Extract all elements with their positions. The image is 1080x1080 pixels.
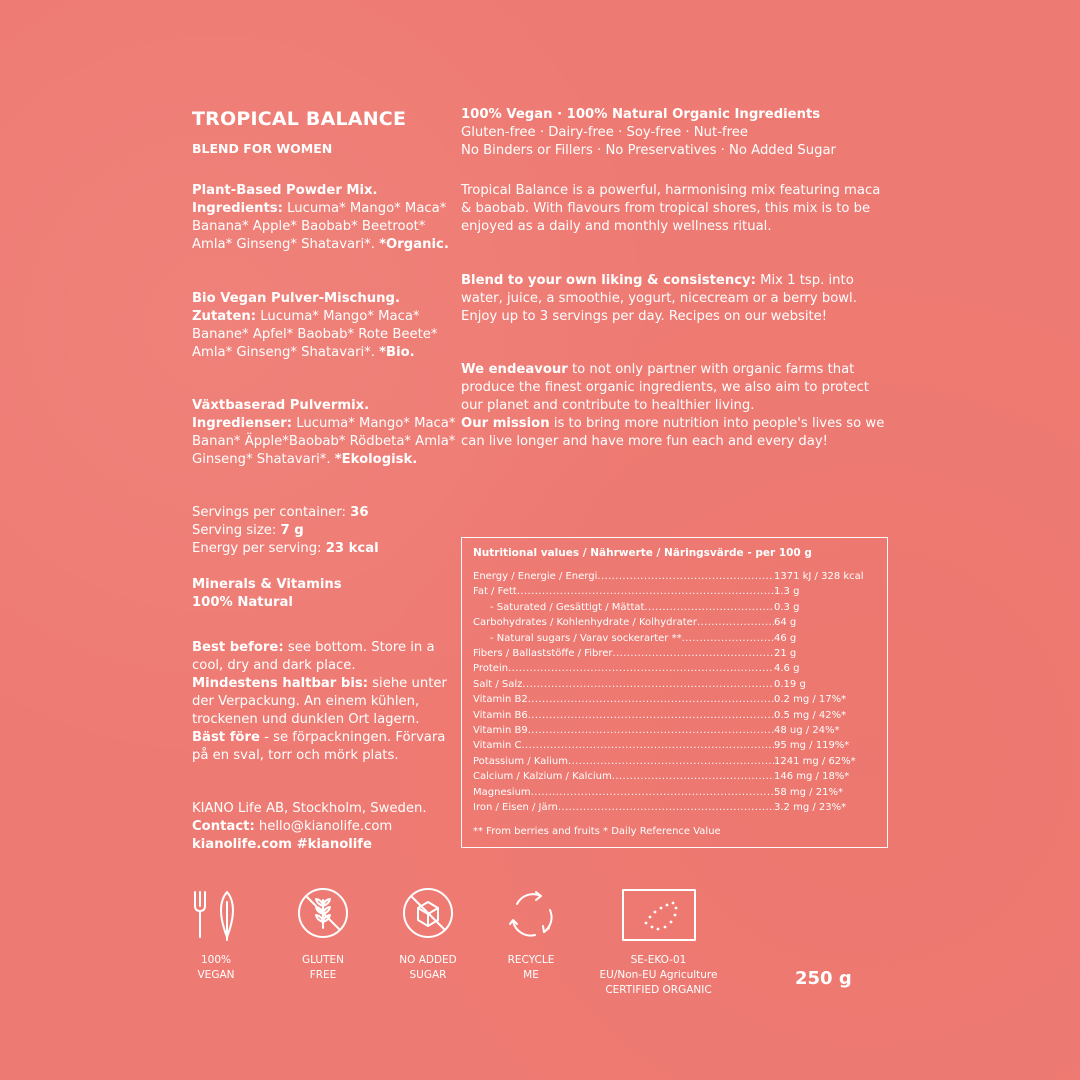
recycle-caption-line1: RECYCLE — [507, 954, 555, 966]
nutrition-row — [473, 661, 876, 676]
contact-label: Contact: — [192, 819, 255, 834]
storage-info — [192, 639, 454, 765]
endeavour-text: to not only partner with organic farms that produce the finest organic ingredients, we also aim to protect our planet and contribute to healthier living. — [461, 362, 869, 413]
usage-label: Blend to your own liking & consistency: — [461, 273, 756, 288]
vegan-caption-line1: 100% — [200, 954, 232, 966]
claims-line2: Gluten-free · Dairy-free · Soy-free · Nut-free — [461, 125, 748, 140]
organic-caption — [586, 953, 731, 998]
organic-caption-line2: EU/Non-EU Agriculture — [599, 969, 718, 981]
nutrition-row-leader — [528, 692, 774, 707]
gluten-free-icon — [296, 886, 350, 940]
nutrition-row-value: 46 g — [774, 632, 797, 644]
ingredients-de — [192, 290, 457, 362]
nutrition-row-label: Vitamin C — [473, 740, 522, 752]
recycle-icon — [503, 886, 559, 942]
sugar-caption-line2: SUGAR — [409, 969, 447, 981]
sugar-caption-line1: NO ADDED — [399, 954, 457, 966]
organic-caption-line3: CERTIFIED ORGANIC — [605, 984, 712, 996]
ingredients-en — [192, 182, 457, 254]
nutrition-row — [473, 785, 876, 800]
sugar-caption — [388, 953, 468, 983]
nutrition-row-label: Protein — [473, 663, 509, 675]
energy-per-serving-label: Energy per serving: — [192, 541, 326, 556]
nutrition-row-leader — [612, 646, 774, 661]
nutrition-row-leader — [697, 615, 774, 630]
vegan-caption-line2: VEGAN — [197, 969, 235, 981]
mission-statement — [461, 361, 886, 451]
description-text: Tropical Balance is a powerful, harmonising mix featuring maca & baobab. With flavours from tropical shores, this mix is to be enjoyed as a daily and monthly wellness ritual. — [461, 183, 881, 234]
nutrition-row-value: 1241 mg / 62%* — [774, 755, 856, 767]
nutrition-row — [473, 708, 876, 723]
nutrition-row-value: 0.19 g — [774, 678, 806, 690]
ingredients-sv-text: Lucuma* Mango* Maca* Banan* Äpple*Baobab* Rödbeta* Amla* Ginseng* Shatavari*. — [192, 416, 456, 467]
nutrition-row-leader — [644, 600, 774, 615]
company-name: KIANO Life AB, Stockholm, Sweden. — [192, 801, 427, 816]
serving-size: 7 g — [280, 523, 304, 538]
nutrition-row-label: Iron / Eisen / Järn — [473, 802, 558, 814]
nutrition-row-value: 0.2 mg / 17%* — [774, 694, 847, 706]
vegan-icon — [190, 886, 242, 942]
ingredients-en-organic: *Organic. — [379, 237, 449, 252]
nutrition-row-label: Salt / Salz — [473, 678, 523, 690]
organic-caption-line1: SE-EKO-01 — [630, 954, 687, 966]
haltbar-label: Mindestens haltbar bis: — [192, 676, 368, 691]
nutrition-row-value: 4.6 g — [774, 663, 800, 675]
recycle-caption — [496, 953, 566, 983]
nutrition-row-label: Potassium / Kalium — [473, 755, 568, 767]
nutrition-row — [473, 769, 876, 784]
nutrition-row-value: 3.2 mg / 23%* — [774, 802, 847, 814]
nutrition-row — [473, 738, 876, 753]
nutrition-rows — [473, 569, 876, 816]
description — [461, 182, 881, 236]
company-website[interactable]: kianolife.com #kianolife — [192, 837, 372, 852]
nutrition-row-value: 1371 kJ / 328 kcal — [774, 571, 864, 582]
nutrition-row — [473, 754, 876, 769]
recycle-caption-line2: ME — [523, 969, 539, 981]
claims-line3: No Binders or Fillers · No Preservatives · No Added Sugar — [461, 143, 836, 158]
nutrition-row-leader — [522, 677, 774, 692]
best-before-label: Best before: — [192, 640, 284, 655]
nutrition-row-value: 21 g — [774, 648, 797, 660]
nutrition-row-label: Fibers / Ballaststöffe / Fibrer — [473, 648, 613, 660]
vegan-caption — [186, 953, 246, 983]
ingredients-sv-heading: Växtbaserad Pulvermix. — [192, 398, 370, 413]
minerals-claim — [192, 576, 457, 612]
nutrition-row-label: Magnesium — [473, 786, 531, 798]
nutrition-row-value: 58 mg / 21%* — [774, 786, 843, 798]
nutrition-row-label: Energy / Energie / Energi — [473, 571, 598, 582]
ingredients-de-label: Zutaten: — [192, 309, 257, 324]
nutrition-heading: Nutritional values / Nährwerte / Näringsvärde - per 100 g — [473, 547, 812, 559]
nutrition-row-label: Vitamin B6 — [473, 709, 528, 721]
energy-per-serving: 23 kcal — [325, 541, 379, 556]
gluten-caption-line2: FREE — [309, 969, 337, 981]
nutrition-row — [473, 646, 876, 661]
nutrition-row — [473, 615, 876, 630]
bast-fore-text: - se förpackningen. Förvara på en sval, torr och mörk plats. — [192, 730, 446, 763]
minerals-line1: Minerals & Vitamins — [192, 577, 342, 592]
nutrition-row-label: - Natural sugars / Varav sockerarter ** — [490, 632, 682, 644]
contact-email[interactable]: hello@kianolife.com — [254, 819, 393, 834]
nutrition-row-leader — [597, 569, 774, 584]
haltbar-text: siehe unter der Verpackung. An einem kühlen, trockenen und dunklen Ort lagern. — [192, 676, 447, 727]
ingredients-de-heading: Bio Vegan Pulver-Mischung. — [192, 291, 400, 306]
nutrition-row-label: Carbohydrates / Kohlenhydrate / Kolhydrater — [473, 617, 697, 629]
company-info — [192, 800, 457, 854]
ingredients-sv — [192, 397, 457, 469]
nutrition-row — [473, 631, 876, 646]
endeavour-label: We endeavour — [461, 362, 568, 377]
ingredients-sv-organic: *Ekologisk. — [334, 452, 418, 467]
servings-per-container: 36 — [350, 505, 369, 520]
nutrition-row-value: 48 ug / 24%* — [774, 725, 840, 737]
ingredients-en-text: Lucuma* Mango* Maca* Banana* Apple* Baobab* Beetroot* Amla* Ginseng* Shatavari*. — [192, 201, 447, 252]
nutrition-row-leader — [517, 584, 774, 599]
usage-instructions — [461, 272, 896, 326]
product-title: TROPICAL BALANCE — [192, 108, 407, 130]
claims-line1: 100% Vegan · 100% Natural Organic Ingredients — [461, 107, 821, 122]
product-claims — [461, 106, 901, 160]
nutrition-row-leader — [528, 723, 774, 738]
nutrition-row — [473, 569, 876, 584]
nutrition-row-value: 0.3 g — [774, 601, 800, 613]
nutrition-table — [461, 537, 888, 848]
eu-organic-leaf-icon — [622, 889, 696, 941]
nutrition-footnote: ** From berries and fruits * Daily Reference Value — [473, 825, 721, 837]
ingredients-sv-label: Ingredienser: — [192, 416, 293, 431]
nutrition-row-leader — [682, 631, 774, 646]
nutrition-row-leader — [558, 800, 774, 815]
ingredients-en-label: Ingredients: — [192, 201, 283, 216]
nutrition-row — [473, 677, 876, 692]
servings-per-container-label: Servings per container: — [192, 505, 351, 520]
serving-size-label: Serving size: — [192, 523, 281, 538]
ingredients-de-text: Lucuma* Mango* Maca* Banane* Apfel* Baobab* Rote Beete* Amla* Ginseng* Shatavari*. — [192, 309, 438, 360]
nutrition-row-leader — [568, 754, 774, 769]
nutrition-row-value: 1.3 g — [774, 586, 800, 598]
gluten-caption-line1: GLUTEN — [301, 954, 345, 966]
nutrition-row-leader — [508, 661, 774, 676]
nutrition-row-label: Vitamin B2 — [473, 694, 528, 706]
nutrition-row-leader — [528, 708, 774, 723]
nutrition-row — [473, 600, 876, 615]
usage-text: Mix 1 tsp. into water, juice, a smoothie, yogurt, nicecream or a berry bowl. Enjoy up to 3 servings per day. Recipes on our website! — [461, 273, 857, 324]
nutrition-row-leader — [521, 738, 774, 753]
nutrition-row-label: Vitamin B9 — [473, 725, 528, 737]
ingredients-en-heading: Plant-Based Powder Mix. — [192, 183, 378, 198]
product-subtitle: BLEND FOR WOMEN — [192, 141, 333, 156]
nutrition-row — [473, 692, 876, 707]
bast-fore-label: Bäst före — [192, 730, 260, 745]
nutrition-row-label: Calcium / Kalzium / Kalcium — [473, 771, 612, 783]
minerals-line2: 100% Natural — [192, 595, 293, 610]
nutrition-row — [473, 723, 876, 738]
nutrition-row-leader — [612, 769, 774, 784]
nutrition-row — [473, 584, 876, 599]
mission-text: is to bring more nutrition into people's lives so we can live longer and have more fun each and every day! — [461, 416, 885, 449]
gluten-caption — [288, 953, 358, 983]
no-added-sugar-icon — [401, 886, 455, 940]
best-before-text: see bottom. Store in a cool, dry and dark place. — [192, 640, 435, 673]
nutrition-row-value: 146 mg / 18%* — [774, 771, 850, 783]
net-weight: 250 g — [795, 968, 852, 989]
ingredients-de-organic: *Bio. — [379, 345, 415, 360]
nutrition-row-value: 95 mg / 119%* — [774, 740, 850, 752]
mission-label: Our mission — [461, 416, 550, 431]
nutrition-row-label: - Saturated / Gesättigt / Mättat — [490, 601, 645, 613]
nutrition-row-label: Fat / Fett — [473, 586, 517, 598]
nutrition-row-value: 0.5 mg / 42%* — [774, 709, 847, 721]
servings-info — [192, 504, 457, 558]
nutrition-row-leader — [531, 785, 774, 800]
nutrition-row — [473, 800, 876, 815]
nutrition-row-value: 64 g — [774, 617, 797, 629]
